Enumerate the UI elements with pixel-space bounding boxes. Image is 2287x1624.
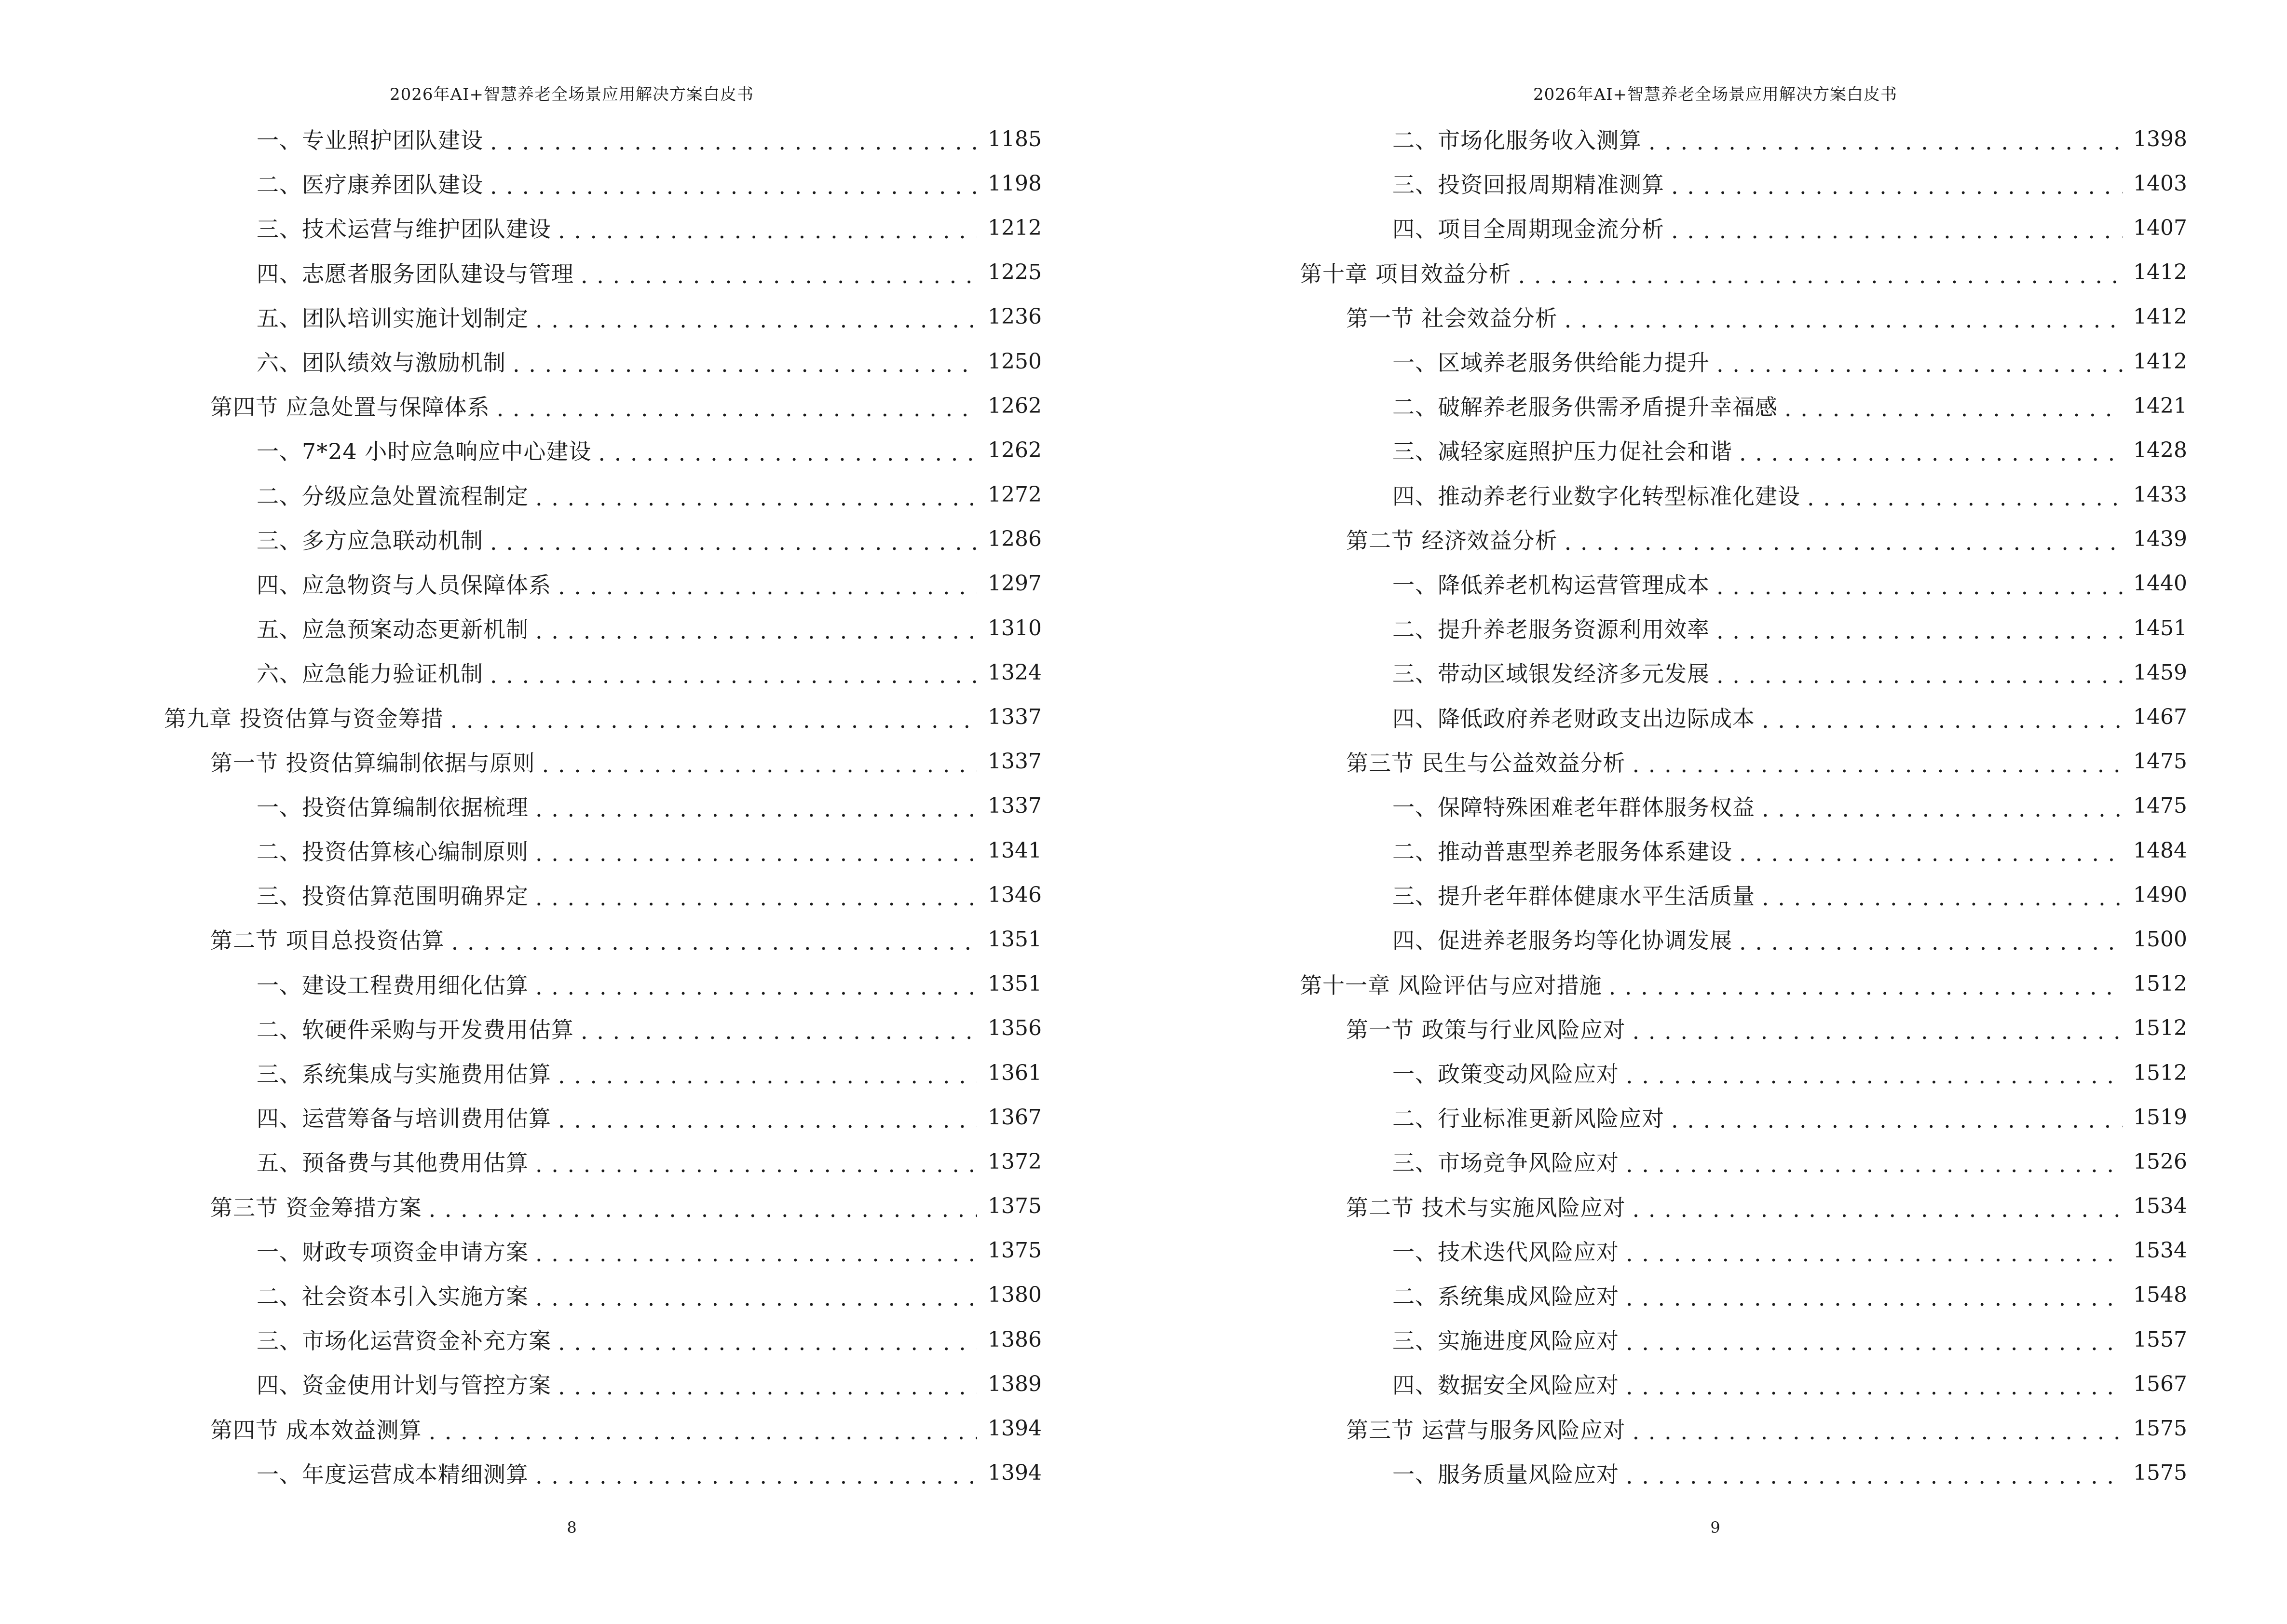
dot-leader bbox=[1671, 1109, 2123, 1131]
toc-entry-page: 1361 bbox=[988, 1060, 1042, 1085]
toc-entry[interactable] bbox=[164, 1362, 1042, 1406]
toc-entry[interactable] bbox=[164, 739, 1042, 784]
dot-leader bbox=[535, 1287, 977, 1309]
toc-entry[interactable] bbox=[1300, 383, 2187, 428]
dot-leader bbox=[1648, 131, 2123, 153]
toc-entry-page: 1375 bbox=[988, 1194, 1042, 1219]
dot-leader bbox=[1671, 175, 2123, 197]
toc-entry[interactable] bbox=[164, 561, 1042, 606]
toc-entry-title: 二、推动普惠型养老服务体系建设 bbox=[1392, 839, 1732, 865]
toc-entry-title: 第一节 投资估算编制依据与原则 bbox=[210, 750, 535, 776]
toc-entry[interactable] bbox=[1300, 1139, 2187, 1184]
toc-entry[interactable] bbox=[1300, 250, 2187, 295]
toc-entry[interactable] bbox=[1300, 1006, 2187, 1051]
toc-entry[interactable] bbox=[1300, 428, 2187, 472]
toc-entry-title: 一、财政专项资金申请方案 bbox=[257, 1239, 529, 1265]
toc-entry-title: 二、医疗康养团队建设 bbox=[257, 172, 483, 198]
toc-list bbox=[164, 117, 1042, 1488]
dot-leader bbox=[598, 442, 977, 464]
toc-entry[interactable] bbox=[1300, 1451, 2187, 1495]
toc-entry-page: 1386 bbox=[988, 1327, 1042, 1352]
toc-entry[interactable] bbox=[164, 606, 1042, 650]
toc-entry-page: 1512 bbox=[2133, 1060, 2187, 1085]
dot-leader bbox=[535, 487, 977, 509]
toc-entry-title: 三、减轻家庭照护压力促社会和谐 bbox=[1392, 438, 1732, 465]
toc-entry-page: 1500 bbox=[2133, 927, 2187, 952]
toc-entry[interactable] bbox=[164, 1228, 1042, 1273]
dot-leader bbox=[581, 264, 977, 287]
toc-entry-page: 1262 bbox=[988, 437, 1042, 463]
toc-entry-page: 1297 bbox=[988, 571, 1042, 596]
toc-entry-page: 1272 bbox=[988, 482, 1042, 507]
toc-entry-page: 1375 bbox=[988, 1238, 1042, 1263]
toc-entry[interactable] bbox=[164, 917, 1042, 961]
toc-entry-title: 第二节 项目总投资估算 bbox=[210, 928, 445, 954]
toc-entry-title: 二、软硬件采购与开发费用估算 bbox=[257, 1016, 574, 1043]
toc-entry-page: 1286 bbox=[988, 527, 1042, 552]
toc-entry-page: 1512 bbox=[2133, 1016, 2187, 1041]
toc-entry-title: 三、市场化运营资金补充方案 bbox=[257, 1328, 551, 1354]
dot-leader bbox=[490, 664, 977, 686]
toc-entry-page: 1412 bbox=[2133, 349, 2187, 374]
toc-entry-page: 1467 bbox=[2133, 705, 2187, 730]
dot-leader bbox=[1626, 1376, 2123, 1398]
toc-entry[interactable] bbox=[164, 1139, 1042, 1184]
toc-entry-title: 三、市场竞争风险应对 bbox=[1392, 1150, 1619, 1176]
dot-leader bbox=[1739, 442, 2123, 464]
toc-entry-title: 一、7*24 小时应急响应中心建设 bbox=[257, 438, 592, 465]
toc-entry-title: 第十一章 风险评估与应对措施 bbox=[1300, 972, 1602, 998]
dot-leader bbox=[1609, 976, 2123, 998]
dot-leader bbox=[535, 798, 977, 820]
toc-entry-title: 二、提升养老服务资源利用效率 bbox=[1392, 616, 1710, 643]
toc-entry-page: 1526 bbox=[2133, 1149, 2187, 1174]
toc-entry-title: 二、投资估算核心编制原则 bbox=[257, 839, 529, 865]
toc-entry-title: 二、系统集成风险应对 bbox=[1392, 1283, 1619, 1310]
toc-entry-page: 1451 bbox=[2133, 615, 2187, 641]
dot-leader bbox=[535, 1465, 977, 1487]
toc-entry-page: 1490 bbox=[2133, 882, 2187, 907]
toc-entry-title: 第三节 民生与公益效益分析 bbox=[1346, 750, 1626, 776]
dot-leader bbox=[558, 1376, 977, 1398]
right-page bbox=[1144, 0, 2287, 1624]
toc-entry-title: 二、分级应急处置流程制定 bbox=[257, 483, 529, 509]
toc-entry-title: 一、专业照护团队建设 bbox=[257, 127, 483, 154]
toc-entry-page: 1412 bbox=[2133, 304, 2187, 329]
toc-entry-title: 四、数据安全风险应对 bbox=[1392, 1372, 1619, 1399]
dot-leader bbox=[558, 575, 977, 598]
toc-entry-page: 1403 bbox=[2133, 171, 2187, 196]
toc-entry-title: 第三节 资金筹措方案 bbox=[210, 1194, 422, 1221]
toc-entry-title: 一、年度运营成本精细测算 bbox=[257, 1461, 529, 1488]
toc-entry-title: 六、应急能力验证机制 bbox=[257, 661, 483, 687]
dot-leader bbox=[1807, 487, 2123, 509]
toc-entry-page: 1185 bbox=[988, 126, 1042, 151]
toc-entry-title: 五、预备费与其他费用估算 bbox=[257, 1150, 529, 1176]
dot-leader bbox=[1716, 575, 2123, 598]
toc-entry-page: 1351 bbox=[988, 927, 1042, 952]
toc-entry-page: 1475 bbox=[2133, 749, 2187, 774]
toc-entry-page: 1428 bbox=[2133, 437, 2187, 463]
dot-leader bbox=[1671, 219, 2123, 242]
toc-entry-title: 一、降低养老机构运营管理成本 bbox=[1392, 572, 1710, 598]
toc-entry[interactable] bbox=[164, 1184, 1042, 1228]
toc-entry-title: 第十章 项目效益分析 bbox=[1300, 260, 1511, 287]
toc-entry[interactable] bbox=[1300, 873, 2187, 917]
toc-entry-page: 1421 bbox=[2133, 393, 2187, 418]
toc-entry[interactable] bbox=[164, 517, 1042, 561]
toc-entry-page: 1440 bbox=[2133, 571, 2187, 596]
toc-entry-title: 六、团队绩效与激励机制 bbox=[257, 350, 506, 376]
toc-entry-page: 1534 bbox=[2133, 1238, 2187, 1263]
toc-entry-page: 1575 bbox=[2133, 1460, 2187, 1486]
toc-entry[interactable] bbox=[164, 962, 1042, 1006]
toc-entry-title: 一、建设工程费用细化估算 bbox=[257, 972, 529, 998]
dot-leader bbox=[581, 1020, 977, 1042]
toc-entry-page: 1341 bbox=[988, 838, 1042, 863]
toc-entry-title: 二、市场化服务收入测算 bbox=[1392, 127, 1642, 154]
toc-entry[interactable] bbox=[164, 650, 1042, 695]
toc-entry-title: 一、政策变动风险应对 bbox=[1392, 1061, 1619, 1088]
toc-entry-page: 1394 bbox=[988, 1460, 1042, 1486]
dot-leader bbox=[513, 353, 977, 375]
toc-entry-page: 1439 bbox=[2133, 527, 2187, 552]
toc-entry-title: 四、运营筹备与培训费用估算 bbox=[257, 1105, 551, 1132]
toc-list bbox=[1300, 117, 2187, 1488]
dot-leader bbox=[1626, 1242, 2123, 1265]
toc-entry-page: 1567 bbox=[2133, 1371, 2187, 1396]
toc-entry-title: 三、多方应急联动机制 bbox=[257, 527, 483, 554]
toc-entry-page: 1212 bbox=[988, 215, 1042, 240]
dot-leader bbox=[535, 309, 977, 331]
toc-entry-page: 1475 bbox=[2133, 793, 2187, 819]
toc-entry-page: 1459 bbox=[2133, 660, 2187, 685]
dot-leader bbox=[450, 709, 977, 731]
dot-leader bbox=[542, 753, 977, 776]
toc-entry[interactable] bbox=[1300, 695, 2187, 739]
toc-entry[interactable] bbox=[164, 784, 1042, 828]
page-number: 9 bbox=[1710, 1518, 1720, 1537]
toc-entry-title: 四、志愿者服务团队建设与管理 bbox=[257, 260, 574, 287]
toc-entry[interactable] bbox=[164, 250, 1042, 295]
dot-leader bbox=[429, 1198, 977, 1220]
toc-entry-page: 1262 bbox=[988, 393, 1042, 418]
dot-leader bbox=[451, 931, 977, 953]
toc-entry-page: 1484 bbox=[2133, 838, 2187, 863]
toc-entry[interactable] bbox=[164, 1095, 1042, 1139]
toc-entry[interactable] bbox=[164, 473, 1042, 517]
toc-entry-title: 三、系统集成与实施费用估算 bbox=[257, 1061, 551, 1088]
toc-entry-page: 1250 bbox=[988, 349, 1042, 374]
toc-entry-page: 1380 bbox=[988, 1283, 1042, 1308]
toc-entry-title: 第二节 技术与实施风险应对 bbox=[1346, 1194, 1626, 1221]
dot-leader bbox=[490, 131, 977, 153]
dot-leader bbox=[535, 887, 977, 909]
toc-entry-page: 1394 bbox=[988, 1416, 1042, 1441]
toc-entry-title: 二、破解养老服务供需矛盾提升幸福感 bbox=[1392, 394, 1778, 421]
toc-entry[interactable] bbox=[1300, 650, 2187, 695]
toc-entry[interactable] bbox=[1300, 1228, 2187, 1273]
toc-entry[interactable] bbox=[1300, 1095, 2187, 1139]
toc-entry[interactable] bbox=[1300, 473, 2187, 517]
toc-entry-title: 四、项目全周期现金流分析 bbox=[1392, 216, 1664, 243]
toc-entry-page: 1337 bbox=[988, 705, 1042, 730]
dot-leader bbox=[1762, 798, 2123, 820]
toc-entry[interactable] bbox=[164, 695, 1042, 739]
dot-leader bbox=[1626, 1287, 2123, 1309]
toc-entry-page: 1198 bbox=[988, 171, 1042, 196]
toc-entry[interactable] bbox=[1300, 1406, 2187, 1450]
toc-entry-title: 一、区域养老服务供给能力提升 bbox=[1392, 350, 1710, 376]
toc-entry[interactable] bbox=[164, 383, 1042, 428]
toc-entry[interactable] bbox=[1300, 295, 2187, 339]
dot-leader bbox=[429, 1420, 977, 1443]
dot-leader bbox=[1626, 1331, 2123, 1353]
toc-entry-title: 一、技术迭代风险应对 bbox=[1392, 1239, 1619, 1265]
dot-leader bbox=[535, 842, 977, 864]
toc-entry[interactable] bbox=[164, 428, 1042, 472]
toc-entry[interactable] bbox=[1300, 1317, 2187, 1362]
toc-entry-page: 1351 bbox=[988, 971, 1042, 996]
dot-leader bbox=[558, 1331, 977, 1353]
dot-leader bbox=[535, 1153, 977, 1175]
dot-leader bbox=[535, 1242, 977, 1265]
dot-leader bbox=[558, 1064, 977, 1087]
dot-leader bbox=[1784, 397, 2123, 420]
dot-leader bbox=[1762, 887, 2123, 909]
dot-leader bbox=[1626, 1064, 2123, 1087]
toc-entry-title: 四、推动养老行业数字化转型标准化建设 bbox=[1392, 483, 1800, 509]
toc-entry-title: 第九章 投资估算与资金筹措 bbox=[164, 705, 444, 732]
toc-entry[interactable] bbox=[1300, 606, 2187, 650]
dot-leader bbox=[1565, 309, 2123, 331]
toc-entry-page: 1575 bbox=[2133, 1416, 2187, 1441]
toc-entry-page: 1337 bbox=[988, 749, 1042, 774]
dot-leader bbox=[1716, 620, 2123, 642]
toc-entry-title: 第二节 经济效益分析 bbox=[1346, 527, 1558, 554]
toc-entry-page: 1225 bbox=[988, 260, 1042, 285]
toc-entry-title: 第一节 政策与行业风险应对 bbox=[1346, 1016, 1626, 1043]
toc-entry[interactable] bbox=[1300, 161, 2187, 205]
dot-leader bbox=[497, 397, 977, 420]
toc-entry[interactable] bbox=[164, 1406, 1042, 1450]
dot-leader bbox=[1633, 1198, 2123, 1220]
toc-entry-title: 三、投资回报周期精准测算 bbox=[1392, 172, 1664, 198]
dot-leader bbox=[1565, 531, 2123, 553]
toc-entry-page: 1412 bbox=[2133, 260, 2187, 285]
toc-entry[interactable] bbox=[1300, 962, 2187, 1006]
dot-leader bbox=[1633, 1420, 2123, 1443]
toc-entry[interactable] bbox=[164, 828, 1042, 873]
dot-leader bbox=[535, 976, 977, 998]
toc-entry[interactable] bbox=[1300, 784, 2187, 828]
dot-leader bbox=[1739, 842, 2123, 864]
page-number: 8 bbox=[567, 1518, 577, 1537]
dot-leader bbox=[535, 620, 977, 642]
toc-entry-title: 三、带动区域银发经济多元发展 bbox=[1392, 661, 1710, 687]
toc-entry-title: 三、提升老年群体健康水平生活质量 bbox=[1392, 883, 1755, 910]
toc-entry-page: 1398 bbox=[2133, 126, 2187, 151]
toc-entry[interactable] bbox=[164, 873, 1042, 917]
dot-leader bbox=[490, 531, 977, 553]
toc-entry-page: 1557 bbox=[2133, 1327, 2187, 1352]
dot-leader bbox=[1716, 353, 2123, 375]
toc-entry[interactable] bbox=[1300, 1273, 2187, 1317]
toc-entry[interactable] bbox=[164, 1273, 1042, 1317]
toc-entry-title: 五、应急预案动态更新机制 bbox=[257, 616, 529, 643]
dot-leader bbox=[1633, 753, 2123, 776]
toc-entry[interactable] bbox=[1300, 917, 2187, 961]
toc-entry-page: 1310 bbox=[988, 615, 1042, 641]
toc-entry[interactable] bbox=[164, 161, 1042, 205]
dot-leader bbox=[1626, 1153, 2123, 1175]
toc-entry[interactable] bbox=[164, 339, 1042, 383]
toc-entry-page: 1534 bbox=[2133, 1194, 2187, 1219]
toc-entry[interactable] bbox=[164, 1006, 1042, 1051]
dot-leader bbox=[1716, 664, 2123, 686]
toc-entry-title: 二、行业标准更新风险应对 bbox=[1392, 1105, 1664, 1132]
toc-entry[interactable] bbox=[1300, 117, 2187, 161]
toc-entry-title: 第三节 运营与服务风险应对 bbox=[1346, 1417, 1626, 1443]
toc-entry-page: 1433 bbox=[2133, 482, 2187, 507]
toc-entry-page: 1407 bbox=[2133, 215, 2187, 240]
toc-entry[interactable] bbox=[1300, 561, 2187, 606]
toc-entry-title: 四、应急物资与人员保障体系 bbox=[257, 572, 551, 598]
toc-entry-title: 四、促进养老服务均等化协调发展 bbox=[1392, 928, 1732, 954]
toc-entry[interactable] bbox=[1300, 1362, 2187, 1406]
dot-leader bbox=[558, 219, 977, 242]
toc-entry-title: 三、投资估算范围明确界定 bbox=[257, 883, 529, 910]
toc-entry-title: 四、降低政府养老财政支出边际成本 bbox=[1392, 705, 1755, 732]
toc-entry-page: 1356 bbox=[988, 1016, 1042, 1041]
toc-entry[interactable] bbox=[1300, 1184, 2187, 1228]
toc-entry-title: 一、投资估算编制依据梳理 bbox=[257, 794, 529, 820]
toc-entry[interactable] bbox=[164, 1451, 1042, 1495]
toc-entry[interactable] bbox=[164, 295, 1042, 339]
toc-entry[interactable] bbox=[1300, 517, 2187, 561]
dot-leader bbox=[1626, 1465, 2123, 1487]
toc-entry[interactable] bbox=[1300, 1051, 2187, 1095]
toc-entry-page: 1337 bbox=[988, 793, 1042, 819]
toc-entry-page: 1389 bbox=[988, 1371, 1042, 1396]
toc-entry-title: 第四节 应急处置与保障体系 bbox=[210, 394, 490, 421]
toc-entry-title: 第一节 社会效益分析 bbox=[1346, 305, 1558, 331]
page-header: 2026年AI+智慧养老全场景应用解决方案白皮书 bbox=[390, 85, 754, 104]
toc-entry[interactable] bbox=[1300, 205, 2187, 250]
dot-leader bbox=[1518, 264, 2123, 287]
toc-entry-title: 第四节 成本效益测算 bbox=[210, 1417, 422, 1443]
toc-entry-page: 1346 bbox=[988, 882, 1042, 907]
dot-leader bbox=[490, 175, 977, 197]
toc-entry-title: 五、团队培训实施计划制定 bbox=[257, 305, 529, 331]
dot-leader bbox=[1739, 931, 2123, 953]
toc-entry-title: 四、资金使用计划与管控方案 bbox=[257, 1372, 551, 1399]
toc-entry-page: 1324 bbox=[988, 660, 1042, 685]
toc-entry-page: 1367 bbox=[988, 1105, 1042, 1130]
page-header: 2026年AI+智慧养老全场景应用解决方案白皮书 bbox=[1533, 85, 1897, 104]
dot-leader bbox=[1762, 709, 2123, 731]
toc-entry-page: 1519 bbox=[2133, 1105, 2187, 1130]
toc-entry-title: 二、社会资本引入实施方案 bbox=[257, 1283, 529, 1310]
dot-leader bbox=[558, 1109, 977, 1131]
toc-entry-page: 1372 bbox=[988, 1149, 1042, 1174]
dot-leader bbox=[1633, 1020, 2123, 1042]
toc-entry[interactable] bbox=[1300, 739, 2187, 784]
toc-entry-title: 一、服务质量风险应对 bbox=[1392, 1461, 1619, 1488]
toc-entry-page: 1512 bbox=[2133, 971, 2187, 996]
toc-entry-title: 三、实施进度风险应对 bbox=[1392, 1328, 1619, 1354]
toc-entry[interactable] bbox=[164, 1051, 1042, 1095]
toc-entry-page: 1548 bbox=[2133, 1283, 2187, 1308]
toc-entry[interactable] bbox=[164, 1317, 1042, 1362]
toc-entry-page: 1236 bbox=[988, 304, 1042, 329]
toc-entry[interactable] bbox=[164, 117, 1042, 161]
toc-entry[interactable] bbox=[164, 205, 1042, 250]
toc-entry[interactable] bbox=[1300, 339, 2187, 383]
toc-entry-title: 三、技术运营与维护团队建设 bbox=[257, 216, 551, 243]
toc-entry[interactable] bbox=[1300, 828, 2187, 873]
toc-entry-title: 一、保障特殊困难老年群体服务权益 bbox=[1392, 794, 1755, 820]
